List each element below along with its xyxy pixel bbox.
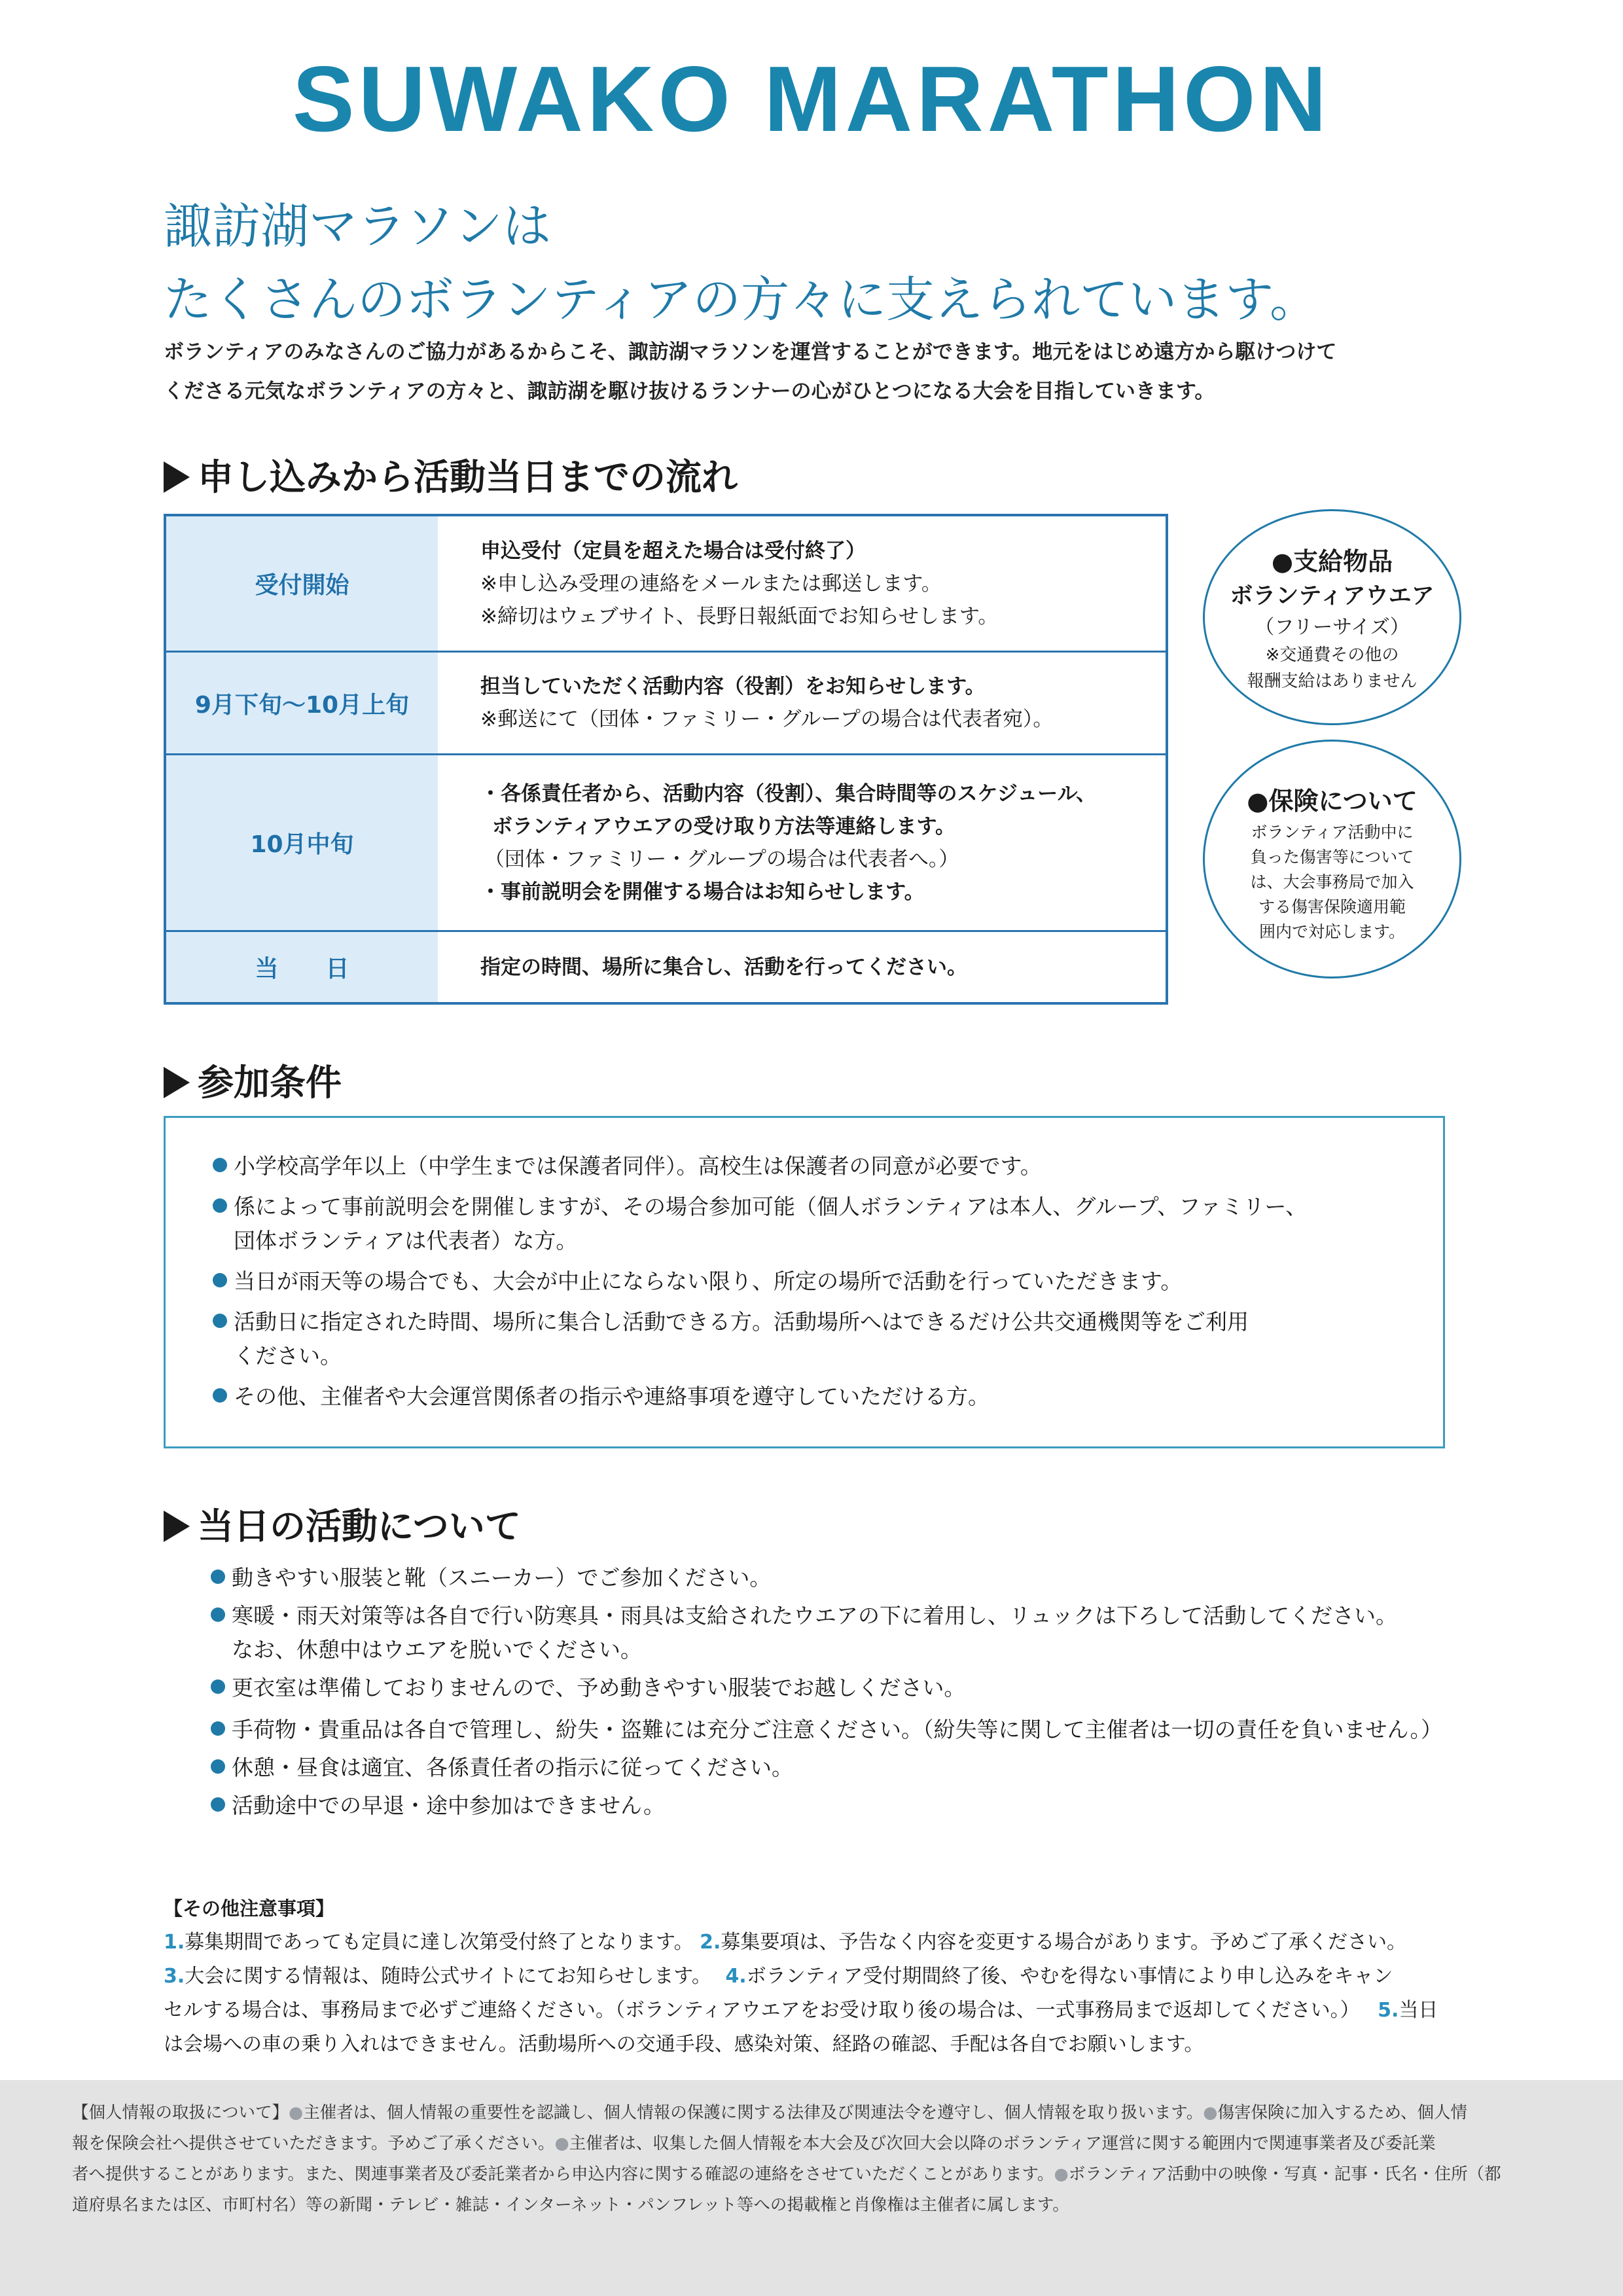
flow-row-label: 受付開始 xyxy=(166,516,438,651)
list-item-text: 小学校高学年以上（中学生までは保護者同伴）。高校生は保護者の同意が必要です。 xyxy=(234,1153,1042,1179)
conditions-title: 参加条件 xyxy=(198,1062,342,1103)
flow-row-line: ・事前説明会を開催する場合はお知らせします。 xyxy=(480,880,925,904)
flow-row-content xyxy=(480,516,1152,651)
bullet-icon xyxy=(213,1273,227,1287)
flow-table xyxy=(164,514,1168,1005)
flow-row xyxy=(166,516,1166,653)
privacy-text xyxy=(72,2098,1551,2221)
flow-row-line: ボランティアウエアの受け取り方法等連絡します。 xyxy=(492,814,956,838)
flow-row-line: 申込受付（定員を超えた場合は受付終了） xyxy=(480,539,866,563)
list-item xyxy=(208,1599,1484,1667)
list-item xyxy=(208,1789,1484,1823)
flow-title: 申し込みから活動当日までの流れ xyxy=(198,456,738,498)
list-item-text: 活動途中での早退・途中参加はできません。 xyxy=(232,1793,665,1818)
flow-row-content xyxy=(480,653,1152,753)
bullet-icon xyxy=(213,1198,227,1213)
list-item-text: 団体ボランティアは代表者）な方。 xyxy=(234,1228,578,1253)
note-text: セルする場合は、事務局まで必ずご連絡ください。（ボランティアウエアをお受け取り後の場合は、一式事務局まで返却してください。） xyxy=(164,1999,1360,2022)
note-text: ボランティア受付期間終了後、やむを得ない事情により申し込みをキャン xyxy=(746,1965,1393,1988)
supply-size: （フリーサイズ） xyxy=(1255,616,1410,639)
notes-line xyxy=(164,1994,1459,2028)
note-text: 当日 xyxy=(1399,1999,1438,2022)
flow-row-line: 指定の時間、場所に集合し、活動を行ってください。 xyxy=(480,955,967,979)
bullet-icon xyxy=(211,1570,225,1584)
note-text: 大会に関する情報は、随時公式サイトにてお知らせします。 xyxy=(185,1965,711,1988)
bullet-icon xyxy=(211,1679,225,1694)
bullet-icon: ● xyxy=(1203,2103,1218,2123)
list-item xyxy=(210,1380,1427,1414)
note-text: は会場への車の乗り入れはできません。活動場所への交通手段、感染対策、経路の確認、手配は各自でお願いします。 xyxy=(164,2033,1204,2056)
note-number: 3. xyxy=(164,1965,185,1988)
privacy-clause: 道府県名または区、市町村名）等の新聞・テレビ・雑誌・インターネット・パンフレット等への掲載権と肖像権は主催者に属します。 xyxy=(72,2195,1069,2215)
supply-item: ボランティアウエア xyxy=(1230,583,1435,609)
bullet-icon xyxy=(211,1607,225,1622)
list-item xyxy=(208,1561,1484,1595)
flow-row-content xyxy=(480,932,1152,1002)
headline xyxy=(164,190,1318,336)
insurance-line: は、大会事務局で加入 xyxy=(1250,872,1414,891)
list-item-text: 休憩・昼食は適宜、各係責任者の指示に従ってください。 xyxy=(232,1755,793,1780)
flow-row xyxy=(166,653,1166,755)
activity-title: 当日の活動について xyxy=(198,1505,521,1547)
insurance-line: ボランティア活動中に xyxy=(1251,823,1414,842)
flow-row-content xyxy=(480,755,1152,930)
flow-row-line: 担当していただく活動内容（役割）をお知らせします。 xyxy=(480,675,986,698)
list-item xyxy=(210,1265,1427,1299)
supply-title: ●支給物品 xyxy=(1271,547,1393,576)
supply-note: 報酬支給はありません xyxy=(1247,672,1418,691)
bullet-icon: ● xyxy=(289,2103,304,2123)
privacy-clause: ボランティア活動中の映像・写真・記事・氏名・住所（都 xyxy=(1068,2164,1501,2184)
bullet-icon xyxy=(213,1388,227,1403)
bullet-icon xyxy=(211,1721,225,1736)
intro-line-2: くださる元気なボランティアの方々と、諏訪湖を駆け抜けるランナーの心がひとつになる大会を目指していきます。 xyxy=(164,380,1215,403)
list-item xyxy=(208,1713,1484,1747)
list-item-text: ください。 xyxy=(234,1343,342,1369)
flow-row-label: 9月下旬〜10月上旬 xyxy=(166,653,438,753)
conditions-box xyxy=(164,1116,1445,1448)
flow-row xyxy=(166,932,1166,1002)
note-number: 2. xyxy=(700,1931,721,1954)
list-item-text: その他、主催者や大会運営関係者の指示や連絡事項を遵守していただける方。 xyxy=(234,1384,990,1409)
list-item-text: 動きやすい服装と靴（スニーカー）でご参加ください。 xyxy=(232,1565,772,1590)
triangle-icon xyxy=(164,461,190,493)
bullet-icon xyxy=(211,1797,225,1812)
list-item-text: なお、休憩中はウエアを脱いでください。 xyxy=(232,1637,642,1662)
headline-line-2: たくさんのボランティアの方々に支えられています。 xyxy=(164,272,1319,328)
privacy-clause: 傷害保険に加入するため、個人情 xyxy=(1217,2103,1467,2123)
flow-row-line: ・各係責任者から、活動内容（役割）、集合時間等のスケジュール、 xyxy=(480,781,1097,806)
privacy-line xyxy=(72,2159,1551,2190)
list-item-text: 手荷物・貴重品は各自で管理し、紛失・盗難には充分ご注意ください。（紛失等に関して主催者は一切の責任を負いません。） xyxy=(232,1717,1442,1742)
list-item xyxy=(210,1190,1427,1258)
privacy-clause: 報を保険会社へ提供させていただきます。予めご了承ください。 xyxy=(72,2134,555,2153)
notes-line xyxy=(164,1926,1459,1960)
insurance-title: ●保険について xyxy=(1247,787,1418,816)
list-item xyxy=(210,1149,1427,1183)
list-item-text: 寒暖・雨天対策等は各自で行い防寒具・雨具は支給されたウエアの下に着用し、リュックは下ろして活動してください。 xyxy=(232,1603,1398,1628)
list-item xyxy=(210,1305,1427,1373)
insurance-line: する傷害保険適用範 xyxy=(1258,897,1406,916)
note-number: 4. xyxy=(725,1965,747,1988)
notes-line xyxy=(164,2028,1459,2062)
note-number: 1. xyxy=(164,1931,185,1954)
note-text: 募集期間であっても定員に達し次第受付終了となります。 xyxy=(185,1931,694,1954)
intro-text xyxy=(164,332,1472,411)
other-notes xyxy=(164,1892,1459,2062)
privacy-clause: 者へ提供することがあります。また、関連事業者及び委託業者から申込内容に関する確認の連絡をさせていただくことがあります。 xyxy=(72,2164,1054,2184)
flow-row-label: 当 日 xyxy=(166,932,438,1002)
bullet-icon: ● xyxy=(554,2134,569,2153)
intro-line-1: ボランティアのみなさんのご協力があるからこそ、諏訪湖マラソンを運営することができます。地元をはじめ遠方から駆けつけて xyxy=(164,340,1337,364)
triangle-icon xyxy=(164,1511,190,1542)
insurance-line: 負った傷害等について xyxy=(1250,848,1414,867)
list-item-text: 係によって事前説明会を開催しますが、その場合参加可能（個人ボランティアは本人、グループ、ファミリー、 xyxy=(234,1194,1308,1219)
headline-line-1: 諏訪湖マラソンは xyxy=(164,198,551,255)
privacy-clause: 主催者は、個人情報の重要性を認識し、個人情報の保護に関する法律及び関連法令を遵守し、個人情報を取り扱います。 xyxy=(303,2103,1204,2123)
flow-row-label: 10月中旬 xyxy=(166,755,438,930)
privacy-clause: 主催者は、収集した個人情報を本大会及び次回大会以降のボランティア運営に関する範囲内で関連事業者及び委託業 xyxy=(569,2134,1436,2153)
bullet-icon xyxy=(211,1759,225,1774)
bullet-icon xyxy=(213,1158,227,1172)
privacy-line xyxy=(72,2128,1551,2159)
supply-note: ※交通費その他の xyxy=(1265,645,1399,665)
note-number: 5. xyxy=(1378,1999,1399,2022)
list-item xyxy=(208,1671,1484,1705)
flow-row-line: （団体・ファミリー・グループの場合は代表者へ。） xyxy=(484,847,959,871)
list-item-text: 活動日に指定された時間、場所に集合し活動できる方。活動場所へはできるだけ公共交通機関等をご利用 xyxy=(234,1309,1249,1335)
conditions-section-heading xyxy=(164,1054,342,1105)
bullet-icon: ● xyxy=(1054,2164,1069,2184)
activity-list xyxy=(208,1561,1484,1823)
flow-row-line: ※締切はウェブサイト、長野日報紙面でお知らせします。 xyxy=(480,604,999,628)
privacy-line xyxy=(72,2190,1551,2221)
flow-row xyxy=(166,755,1166,932)
activity-section-heading xyxy=(164,1498,521,1549)
list-item xyxy=(208,1751,1484,1785)
flow-row-line: ※郵送にて（団体・ファミリー・グループの場合は代表者宛）。 xyxy=(480,708,1054,731)
bullet-icon xyxy=(213,1314,227,1328)
note-text: 募集要項は、予告なく内容を変更する場合があります。予めご了承ください。 xyxy=(721,1931,1407,1954)
privacy-title: 【個人情報の取扱について】 xyxy=(72,2103,289,2123)
list-item-text: 更衣室は準備しておりませんので、予め動きやすい服装でお越しください。 xyxy=(232,1675,966,1700)
marathon-logo: SUWAKO MARATHON xyxy=(292,47,1331,151)
triangle-icon xyxy=(164,1067,190,1098)
privacy-line xyxy=(72,2098,1551,2128)
list-item-text: 当日が雨天等の場合でも、大会が中止にならない限り、所定の場所で活動を行っていただきます。 xyxy=(234,1268,1183,1294)
flow-section-heading xyxy=(164,448,738,500)
insurance-circle xyxy=(1203,740,1461,978)
notes-title: 【その他注意事項】 xyxy=(164,1897,335,1920)
supply-circle xyxy=(1203,509,1461,725)
notes-line xyxy=(164,1960,1459,1994)
insurance-line: 囲内で対応します。 xyxy=(1258,922,1405,941)
flow-row-line: ※申し込み受理の連絡をメールまたは郵送します。 xyxy=(480,571,942,596)
